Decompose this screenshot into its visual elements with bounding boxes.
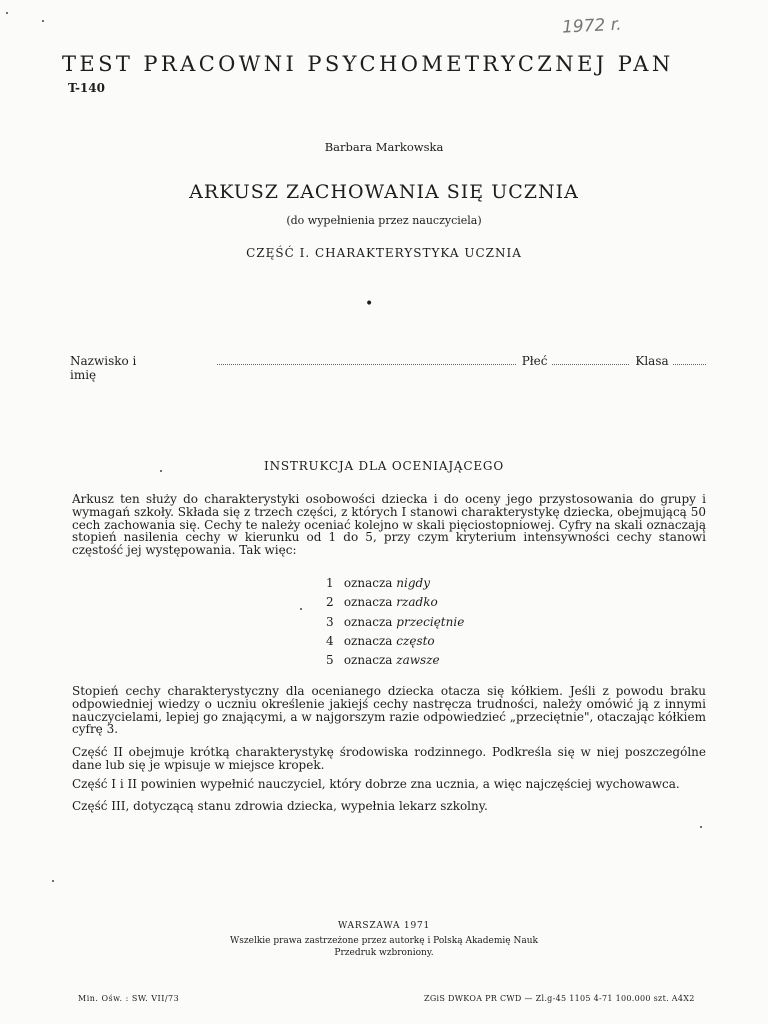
scan-speck — [42, 20, 44, 22]
instructions-paragraph-4: Część I i II powinien wypełnić nauczyciel, który dobrze zna ucznia, a więc najczęściej wychowawca. — [72, 777, 680, 791]
ministry-code: Min. Ośw. : SW. VII/73 — [78, 994, 180, 1003]
scale-text: oznacza — [343, 576, 393, 590]
scan-speck — [160, 470, 162, 472]
instructions-paragraph-2: Stopień cechy charakterystyczny dla ocenianego dziecka otacza się kółkiem. Jeśli z powodu braku odpowiedniej wiedzy o uczniu określenie jakiejś cechy nastręcza trudności, należy omówić ją z innymi nauczycielami, lepiej go znającymi, a w najgorszym razie odpowiedzieć „przeciętnie", otaczając kółkiem cyfrę 3. — [72, 684, 706, 737]
handwritten-note: 1972 r. — [561, 14, 623, 38]
scale-number: 3 — [326, 614, 334, 629]
rights-line-1: Wszelkie prawa zastrzeżone przez autorkę i Polską Akademię Nauk — [230, 936, 538, 946]
name-label: Nazwisko i imię — [70, 354, 137, 382]
scale-text: oznacza — [343, 595, 393, 610]
instructions-paragraph-1: Arkusz ten służy do charakterystyki osobowości dziecka i do oceny jego przystosowania do grupy i wymagań szkoły. Składa się z trzech części, z których I stanowi charakterystykę dziecka, obejmującą 50 cech zachowania się. Cechy te należy oceniać kolejno w skali pięciostopniowej. Cyfry na skali oznaczają stopień nasilenia cechy w kierunku od 1 do 5, przy czym kryterium intensywności cechy stanowi częstość jej występowania. Tak więc: — [72, 492, 706, 558]
scale-text: oznacza — [343, 614, 393, 629]
scale-text: oznacza — [343, 633, 393, 648]
part-heading: CZĘŚĆ I. CHARAKTERYSTYKA UCZNIA — [246, 246, 522, 260]
test-code: T-140 — [68, 81, 105, 95]
rating-scale — [326, 574, 464, 670]
decorative-dot: • — [365, 296, 374, 312]
rights-notice — [0, 935, 768, 959]
scale-word: rzadko — [396, 595, 438, 610]
document-title: ARKUSZ ZACHOWANIA SIĘ UCZNIA — [189, 181, 579, 203]
scale-number: 2 — [326, 595, 334, 610]
publication-place: WARSZAWA 1971 — [337, 921, 431, 931]
sex-label: Płeć — [521, 354, 548, 368]
class-field[interactable] — [673, 354, 706, 365]
scale-item — [326, 651, 464, 670]
scale-word: zawsze — [396, 653, 440, 668]
scale-item — [326, 574, 464, 593]
scan-speck — [700, 826, 702, 828]
print-info: ZGiS DWKOA PR CWD — Zl.g-45 1105 4-71 100.000 szt. A4X2 — [424, 994, 695, 1003]
author: Barbara Markowska — [324, 140, 444, 154]
document-subtitle: (do wypełnienia przez nauczyciela) — [286, 214, 482, 227]
scan-speck — [6, 12, 8, 14]
rights-line-2: Przedruk wzbroniony. — [334, 948, 434, 958]
name-field[interactable] — [217, 354, 515, 365]
student-fields — [70, 354, 706, 382]
scale-text: oznacza — [343, 653, 393, 668]
instructions-title: INSTRUKCJA DLA OCENIAJĄCEGO — [264, 459, 504, 473]
series-title: TEST PRACOWNI PSYCHOMETRYCZNEJ PAN — [62, 52, 674, 76]
instructions-paragraph-3: Część II obejmuje krótką charakterystykę środowiska rodzinnego. Podkreśla się w niej poszczególne dane lub się je wpisuje w miejsce kropek. — [72, 745, 706, 772]
sex-field[interactable] — [552, 354, 630, 365]
scan-speck — [300, 608, 302, 610]
scan-speck — [52, 880, 54, 882]
scale-item — [326, 593, 464, 612]
instructions-paragraph-5: Część III, dotyczącą stanu zdrowia dziecka, wypełnia lekarz szkolny. — [72, 799, 488, 813]
scale-word: przeciętnie — [396, 614, 465, 629]
scale-number: 4 — [326, 633, 334, 648]
scale-number: 1 — [326, 576, 334, 590]
scale-word: często — [396, 633, 435, 648]
scale-word: nigdy — [396, 576, 431, 590]
class-label: Klasa — [635, 354, 669, 368]
scale-item — [326, 632, 464, 651]
scale-number: 5 — [326, 653, 334, 668]
scale-item — [326, 613, 464, 632]
